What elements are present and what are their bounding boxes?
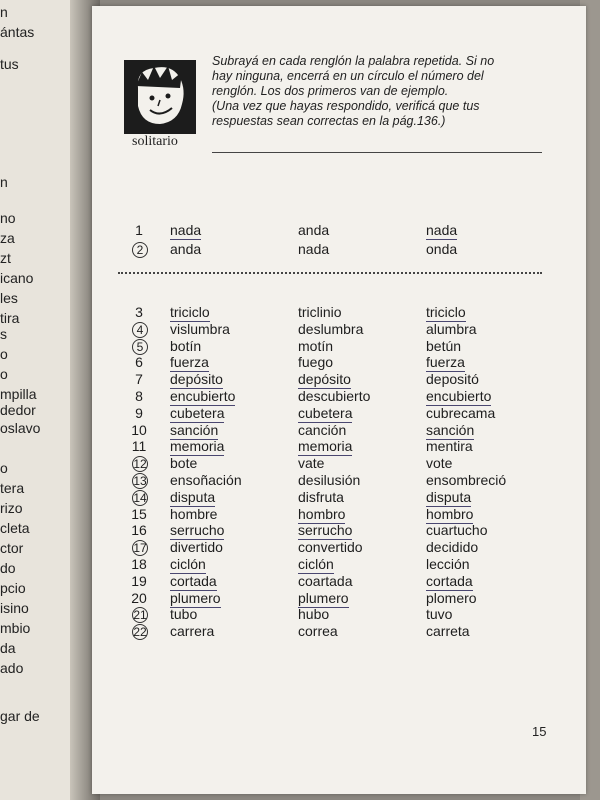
exercise-row	[128, 506, 548, 523]
row-number: 1	[135, 222, 143, 238]
dotted-divider	[118, 272, 542, 274]
word-column-2: nada	[298, 241, 330, 257]
exercise-row	[128, 304, 548, 321]
left-page-word: icano	[0, 270, 34, 286]
left-page-word: zt	[0, 250, 11, 266]
left-page-word: no	[0, 210, 16, 226]
left-page-word: oslavo	[0, 420, 41, 436]
left-page-word: do	[0, 560, 16, 576]
left-page-word: ado	[0, 660, 24, 676]
left-page-word: isino	[0, 600, 29, 616]
row-number: 11	[131, 438, 147, 455]
exercise-row	[128, 539, 548, 556]
word-column-2: deslumbra	[298, 320, 364, 337]
exercise-row	[128, 405, 548, 422]
word-column-1: botín	[170, 337, 202, 354]
exercise-row	[128, 241, 548, 258]
word-column-3: cubrecama	[426, 404, 496, 421]
exercise-row	[128, 606, 548, 623]
word-column-1: ensoñación	[170, 472, 242, 488]
word-column-3: carreta	[426, 623, 470, 640]
word-column-3: encubierto	[426, 388, 492, 404]
row-number: 10	[131, 421, 147, 438]
row-number-circled: 13	[133, 474, 147, 488]
exercise-row	[128, 472, 548, 489]
word-column-3: mentira	[426, 438, 473, 455]
row-number: 18	[131, 556, 147, 572]
activity-label: solitario	[132, 134, 178, 149]
row-number-circled: 21	[133, 608, 147, 623]
word-column-2: vate	[298, 455, 325, 472]
left-page-word: n	[0, 174, 8, 190]
word-column-2: hubo	[298, 606, 330, 623]
left-page-word: tera	[0, 480, 25, 496]
exercise-row	[128, 354, 548, 371]
left-page-word: ántas	[0, 24, 35, 40]
row-number-circled: 4	[132, 322, 148, 338]
word-column-3: alumbra	[426, 320, 477, 337]
word-column-2: depósito	[298, 371, 351, 388]
left-page-word: za	[0, 230, 15, 246]
word-column-2: fuego	[298, 354, 334, 371]
word-column-2: cubetera	[298, 404, 353, 421]
word-column-3: betún	[426, 337, 462, 354]
row-number-circled: 14	[133, 490, 147, 505]
word-column-1: disputa	[170, 488, 216, 505]
left-page-word: mpilla	[0, 386, 37, 402]
exercise-row	[128, 438, 548, 455]
word-column-3: fuerza	[426, 354, 465, 371]
exercise-row	[128, 371, 548, 388]
instruction-line: respuestas sean correctas en la pág.136.)	[212, 114, 446, 128]
exercise-row	[128, 623, 548, 640]
row-number: 20	[131, 589, 147, 606]
character-face-icon	[124, 60, 196, 134]
exercise-row	[128, 455, 548, 472]
word-column-1: fuerza	[170, 354, 209, 371]
word-column-3: triciclo	[426, 304, 466, 320]
word-column-1: anda	[170, 241, 202, 257]
row-number: 15	[131, 505, 147, 522]
word-column-3: onda	[426, 241, 458, 257]
word-column-1: triciclo	[170, 304, 210, 320]
left-page-word: o	[0, 460, 8, 476]
row-number-circled: 2	[132, 242, 148, 258]
word-column-3: vote	[426, 455, 453, 472]
row-number: 6	[135, 354, 143, 371]
exercise-row	[128, 388, 548, 405]
word-column-1: nada	[170, 222, 202, 238]
row-number-circled: 12	[133, 457, 147, 472]
word-column-2: triclinio	[298, 304, 342, 320]
word-column-1: bote	[170, 455, 198, 472]
word-column-2: anda	[298, 222, 330, 238]
word-column-2: descubierto	[298, 388, 371, 404]
word-column-1: hombre	[170, 505, 218, 522]
word-column-2: ciclón	[298, 556, 334, 572]
word-column-3: cuartucho	[426, 522, 488, 539]
word-column-1: plumero	[170, 589, 221, 606]
exercise-row	[128, 338, 548, 355]
word-column-1: serrucho	[170, 522, 225, 539]
left-page-word: da	[0, 640, 16, 656]
left-page-word: tus	[0, 56, 19, 72]
left-page-word: o	[0, 346, 8, 362]
instruction-line: hay ninguna, encerrá en un círculo el número del	[212, 69, 484, 83]
instructions	[212, 54, 552, 129]
word-column-1: divertido	[170, 539, 223, 556]
instruction-line: Subrayá en cada renglón la palabra repetida. Si no	[212, 54, 495, 68]
row-number: 3	[135, 304, 143, 320]
word-column-2: plumero	[298, 589, 349, 606]
word-column-2: hombro	[298, 505, 346, 522]
word-column-3: decidido	[426, 539, 479, 556]
word-column-1: cubetera	[170, 404, 225, 421]
exercise-row	[128, 522, 548, 539]
word-column-3: cortada	[426, 572, 473, 589]
left-page-word: s	[0, 326, 7, 342]
row-number: 16	[131, 522, 147, 539]
left-page-word: gar de	[0, 708, 40, 724]
word-column-1: cortada	[170, 572, 217, 589]
exercise-row	[128, 321, 548, 338]
word-column-3: depositó	[426, 371, 479, 388]
exercise-row	[128, 422, 548, 439]
row-number: 7	[135, 371, 143, 388]
word-column-2: coartada	[298, 572, 353, 589]
left-page-word: pcio	[0, 580, 26, 596]
exercise-row	[128, 222, 548, 239]
word-column-1: depósito	[170, 371, 223, 388]
word-column-2: memoria	[298, 438, 353, 455]
word-column-3: lección	[426, 556, 470, 572]
left-page-word: ctor	[0, 540, 24, 556]
row-number-circled: 22	[133, 625, 147, 640]
left-page-word: o	[0, 366, 8, 382]
exercise-row	[128, 489, 548, 506]
exercise-row	[128, 590, 548, 607]
left-page-word: les	[0, 290, 18, 306]
exercise-row	[128, 573, 548, 590]
page-number: 15	[532, 724, 547, 739]
word-column-3: disputa	[426, 488, 472, 505]
word-column-3: hombro	[426, 505, 474, 522]
word-column-3: sanción	[426, 421, 475, 438]
word-column-1: sanción	[170, 421, 219, 438]
row-number: 9	[135, 404, 143, 421]
row-number-circled: 17	[133, 541, 147, 556]
word-column-1: tubo	[170, 606, 198, 623]
word-column-2: correa	[298, 623, 338, 640]
row-number: 19	[131, 572, 147, 589]
word-column-1: ciclón	[170, 556, 206, 572]
word-column-1: encubierto	[170, 388, 236, 404]
exercise-row	[128, 556, 548, 573]
word-column-2: convertido	[298, 539, 363, 556]
header-rule	[212, 152, 542, 153]
left-page-word: cleta	[0, 520, 30, 536]
row-number: 8	[135, 388, 143, 404]
word-column-3: plomero	[426, 589, 477, 606]
left-page-word: dedor	[0, 402, 36, 418]
word-column-1: carrera	[170, 623, 215, 640]
row-number-circled: 5	[132, 339, 148, 355]
word-column-3: nada	[426, 222, 458, 238]
left-page-word: tira	[0, 310, 20, 326]
word-column-1: memoria	[170, 438, 225, 455]
left-page-word: rizo	[0, 500, 23, 516]
word-column-3: ensombreció	[426, 472, 507, 488]
instruction-line: renglón. Los dos primeros van de ejemplo.	[212, 84, 449, 98]
word-column-2: canción	[298, 421, 347, 438]
word-column-3: tuvo	[426, 606, 453, 623]
word-column-2: serrucho	[298, 522, 353, 539]
word-column-1: vislumbra	[170, 320, 230, 337]
workbook-page	[92, 6, 586, 794]
left-page-word: n	[0, 4, 8, 20]
word-column-2: disfruta	[298, 488, 344, 505]
left-page	[0, 0, 78, 800]
word-column-2: motín	[298, 337, 334, 354]
instruction-line: (Una vez que hayas respondido, verificá que tus	[212, 99, 480, 113]
word-column-2: desilusión	[298, 472, 361, 488]
left-page-word: mbio	[0, 620, 31, 636]
